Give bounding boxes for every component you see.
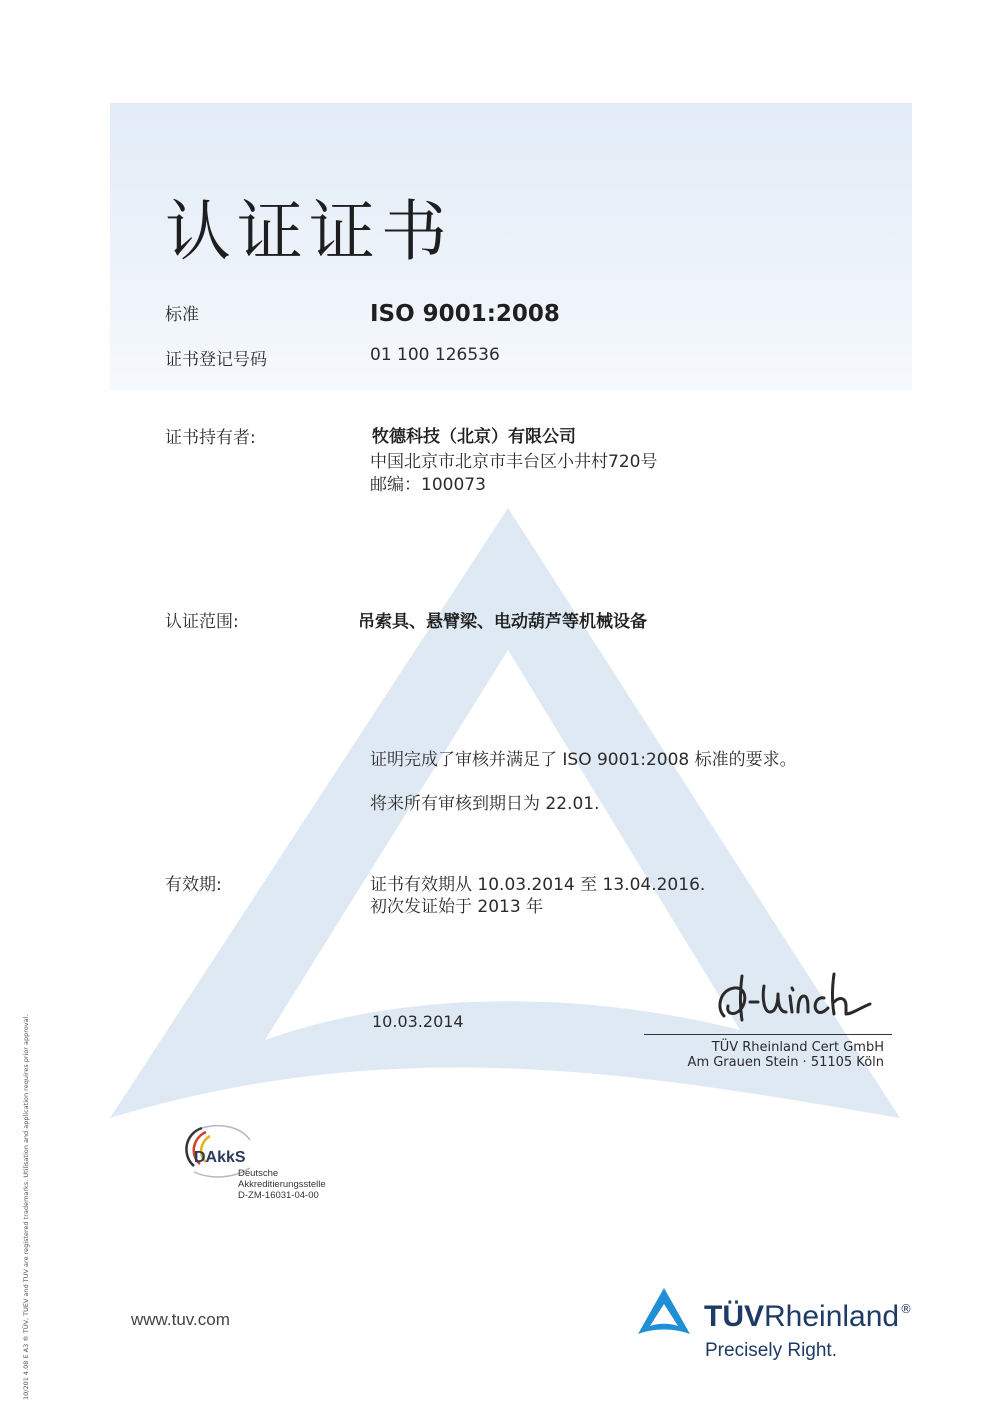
registration-number: 01 100 126536 xyxy=(370,345,500,365)
tuv-triangle-logo-icon xyxy=(636,1286,692,1336)
validity-line-2: 初次发证始于 2013 年 xyxy=(370,897,544,917)
trademark-side-note: 10/201 4.08 E A3 ® TÜV, TUEV and TUV are registered trademarks. Utilisation and application requires prior approval. xyxy=(22,1014,30,1400)
holder-name: 牧德科技（北京）有限公司 xyxy=(372,427,576,447)
tuv-brand-bold: TÜV xyxy=(704,1300,764,1333)
statement-line-1: 证明完成了审核并满足了 ISO 9001:2008 标准的要求。 xyxy=(370,750,797,770)
signature-line xyxy=(644,1034,892,1035)
holder-address: 中国北京市北京市丰台区小井村720号 xyxy=(370,452,658,472)
website-link[interactable]: www.tuv.com xyxy=(131,1310,230,1329)
validity-label: 有效期: xyxy=(165,875,222,895)
dakks-line-2: Akkreditierungsstelle xyxy=(238,1179,326,1190)
page-title: 认证证书 xyxy=(165,193,453,270)
issuer-name: TÜV Rheinland Cert GmbH xyxy=(711,1040,884,1055)
issue-date: 10.03.2014 xyxy=(372,1012,464,1031)
holder-label: 证书持有者: xyxy=(165,428,256,448)
tuv-slogan: Precisely Right. xyxy=(705,1340,837,1361)
dakks-line-1: Deutsche xyxy=(238,1168,279,1179)
statement-line-2: 将来所有审核到期日为 22.01. xyxy=(370,794,600,814)
issuer-address: Am Grauen Stein · 51105 Köln xyxy=(687,1055,884,1070)
scope-label: 认证范围: xyxy=(165,612,239,632)
tuv-brand-rest: Rheinland xyxy=(764,1300,900,1333)
registration-label: 证书登记号码 xyxy=(165,350,267,370)
scope-value: 吊索具、悬臂梁、电动葫芦等机械设备 xyxy=(358,612,647,632)
dakks-line-3: D-ZM-16031-04-00 xyxy=(238,1190,319,1201)
validity-line-1: 证书有效期从 10.03.2014 至 13.04.2016. xyxy=(370,875,706,895)
standard-label: 标准 xyxy=(165,305,199,325)
holder-postcode: 邮编：100073 xyxy=(370,475,486,495)
standard-value: ISO 9001:2008 xyxy=(370,301,560,327)
registered-mark: ® xyxy=(900,1302,912,1316)
signature-icon xyxy=(712,968,877,1028)
tuv-brand-name xyxy=(704,1300,899,1334)
dakks-logo-text: DAkkS xyxy=(194,1149,246,1166)
